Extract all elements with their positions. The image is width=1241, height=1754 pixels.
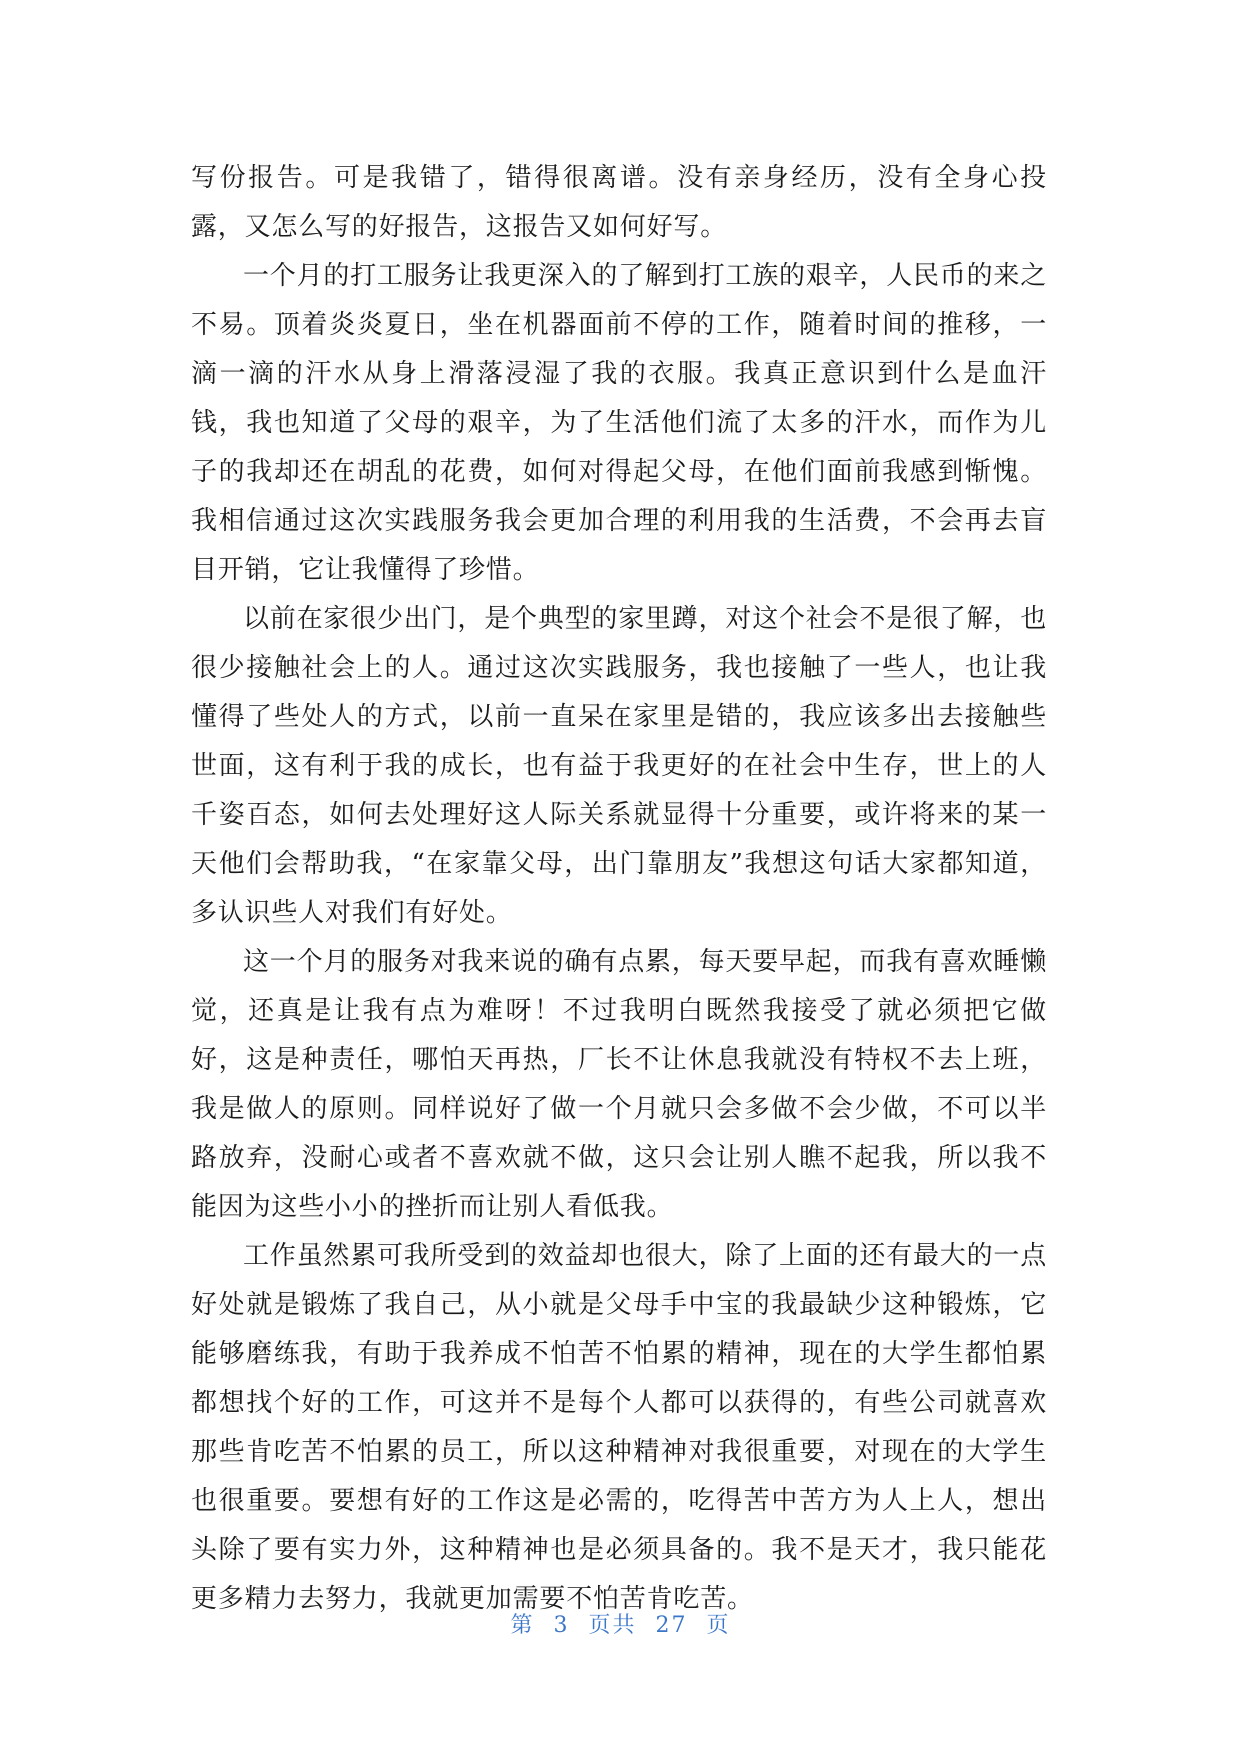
page-footer [0, 1608, 1241, 1639]
document-body [191, 154, 1047, 1624]
paragraph-4: 这一个月的服务对我来说的确有点累，每天要早起，而我有喜欢睡懒觉，还真是让我有点为难呀！不过我明白既然我接受了就必须把它做好，这是种责任，哪怕天再热，厂长不让休息我就没有特权不去上班，我是做人的原则。同样说好了做一个月就只会多做不会少做，不可以半路放弃，没耐心或者不喜欢就不做，这只会让别人瞧不起我，所以我不能因为这些小小的挫折而让别人看低我。 [191, 947, 1048, 1222]
page-label-prefix: 第 [510, 1613, 535, 1638]
page-label-mid: 页共 [588, 1613, 637, 1638]
page-label-suffix: 页 [706, 1613, 731, 1638]
paragraph-2: 一个月的打工服务让我更深入的了解到打工族的艰辛，人民币的来之不易。顶着炎炎夏日，坐在机器面前不停的工作，随着时间的推移，一滴一滴的汗水从身上滑落浸湿了我的衣服。我真正意识到什么是血汗钱，我也知道了父母的艰辛，为了生活他们流了太多的汗水，而作为儿子的我却还在胡乱的花费，如何对得起父母，在他们面前我感到惭愧。我相信通过这次实践服务我会更加合理的利用我的生活费，不会再去盲目开销，它让我懂得了珍惜。 [191, 261, 1048, 585]
paragraph-1: 写份报告。可是我错了，错得很离谱。没有亲身经历，没有全身心投露，又怎么写的好报告，这报告又如何好写。 [191, 163, 1047, 242]
current-page-number: 3 [553, 1613, 570, 1638]
total-pages-number: 27 [655, 1613, 688, 1638]
paragraph-3: 以前在家很少出门，是个典型的家里蹲，对这个社会不是很了解，也很少接触社会上的人。通过这次实践服务，我也接触了一些人，也让我懂得了些处人的方式，以前一直呆在家里是错的，我应该多出去接触些世面，这有利于我的成长，也有益于我更好的在社会中生存，世上的人千姿百态，如何去处理好这人际关系就显得十分重要，或许将来的某一天他们会帮助我，“在家靠父母，出门靠朋友”我想这句话大家都知道，多认识些人对我们有好处。 [191, 604, 1048, 928]
paragraph-5: 工作虽然累可我所受到的效益却也很大，除了上面的还有最大的一点好处就是锻炼了我自己，从小就是父母手中宝的我最缺少这种锻炼，它能够磨练我，有助于我养成不怕苦不怕累的精神，现在的大学生都怕累都想找个好的工作，可这并不是每个人都可以获得的，有些公司就喜欢那些肯吃苦不怕累的员工，所以这种精神对我很重要，对现在的大学生也很重要。要想有好的工作这是必需的，吃得苦中苦方为人上人，想出头除了要有实力外，这种精神也是必须具备的。我不是天才，我只能花更多精力去努力，我就更加需要不怕苦肯吃苦。 [191, 1241, 1048, 1614]
